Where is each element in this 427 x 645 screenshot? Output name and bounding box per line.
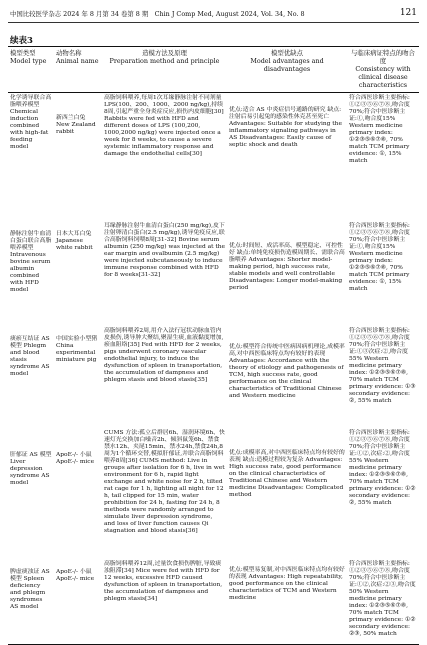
page-number: 121 bbox=[399, 8, 417, 18]
cell-model-type: 肝郁证 AS 模型 Liver depression syndrome AS model bbox=[10, 452, 52, 486]
column-header-method: 造模方法及原理 Preparation method and principle bbox=[102, 47, 227, 93]
cell-animal: ApoE-/- 小鼠 ApoE-/- mice bbox=[54, 559, 102, 645]
cell-model-type: 脾虚痰浊证 AS 模型 Spleen deficiency and phlegm syndromes AS model bbox=[8, 559, 54, 645]
cell-consistency: 符合西医诊断主要指标: ①②③⑤⑥⑦⑧,吻合度70%;符合中医诊断主证:①②,次症:②③,吻合度50% Western medicine primary index: ①②③⑤⑥⑦⑧, 70% match TCM primary evidence: ①② secondary evidence: ②③, 50% match bbox=[347, 559, 419, 645]
table-continuation-label: 续表3 bbox=[10, 36, 33, 46]
table-row bbox=[8, 559, 419, 645]
table-row bbox=[8, 326, 419, 428]
header-rule bbox=[8, 22, 419, 23]
column-header-consistency: 与临床病证特点的吻合度 Consistency with clinical disease characteristics bbox=[347, 47, 419, 93]
cell-animal: ApoE-/- 小鼠 ApoE-/- mice bbox=[56, 452, 95, 465]
cell-animal: 中国实验小型猪 China experimental miniature pig bbox=[56, 336, 98, 363]
cell-animal: 新西兰白兔 New Zealand rabbit bbox=[56, 115, 96, 135]
cell-pros-cons: 优点:时间短、成活率高、模型稳定、可控性好 缺点:单纯免疫损伤造模周期长、需联合高脂喂养 Advantages: Shorter model-making period, high success rate, stable models and well controllable Disadvantages: Longer model-making period bbox=[229, 243, 345, 291]
cell-pros-cons: 优点:成模率高,对中西医临床特点均有较好的表现 缺点:造模过程较为复杂 Advantages: High success rate, good performance on the clinical characteristics of Traditional Chinese and Western medicine Disadvantages: Complicated method bbox=[229, 450, 345, 498]
cell-pros-cons: 优点:适合 AS 中炎症信号通路的研究 缺点:注射后易引起兔的感染性休克甚至死亡 Advantages: Suitable for studying the inflammatory signaling pathways in AS Disadvantages: Easily cause of septic shock and death bbox=[229, 107, 342, 148]
cell-consistency: 符合西医诊断主要指标: ①②③⑤⑥⑦⑧,吻合度70%;符合中医诊断主证:①,吻合度15% Western medicine primary index: ①②③⑤⑥⑦⑧, 70% match TCM primary evidence: ①, 15% match bbox=[349, 223, 410, 292]
table-row bbox=[8, 93, 419, 222]
cell-method: 高脂饲料喂养,每周1次耳缘静脉注射不同剂量 LPS(100、200、1000、2000 ng/kg),持续8周,引起严重全身炎症反应,损伤内皮细胞[30] Rabbits were fed with HFD and different doses of LPS (100,200, 1000,2000 ng/kg) were injected once a week for 8 weeks, to cause a severe systemic inflammatory response and damage the endothelial cells[30] bbox=[104, 95, 224, 157]
cell-model-type: 痰瘀互结证 AS 模型 Phlegm and blood stasis syndrome AS model bbox=[10, 336, 50, 377]
cell-pros-cons: 优点:模型符合传统中医病因病机理论,成模率高,对中西医临床特点均有较好的表现 Advantages: Accordance with the theory of etiology and pathogenesis of TCM, high success rate, good performance on the clinical characteristics of Traditional Chinese and Western medicine bbox=[229, 344, 345, 399]
cell-model-type: 静脉注射牛血清白蛋白联合高脂喂养模型 Intravenous bovine serum albumin combined with HFD model bbox=[10, 231, 52, 293]
running-header bbox=[10, 8, 417, 20]
model-comparison-table bbox=[8, 46, 419, 645]
cell-method: CUMS 方法:孤立后群居6h、湿润环境6h、快速灯光交换加白噪音2h、倾斜鼠笼6h、禁食禁水12h、夹尾15min、禁水24h,禁食24h,8周为1个循环交替,模拟肝郁证,并联合高脂饲料喂养8周[36] CUMS method: Live in groups after isolation for 6 h, live in wet environment for 6 h, rapid light exchange and white noise for 2 h, tilted rat cage for 1 h, lighting all night for 12 h, tail clipped for 15 min, water prohibition for 24 h, fasting for 24 h, 8 methods were randomly arranged to simulate liver depression syndrome, and loss of liver function causes Qi stagnation and blood stasis[36] bbox=[104, 430, 225, 534]
column-header-model-type: 模型类型 Model type bbox=[8, 47, 54, 93]
table-row bbox=[8, 428, 419, 559]
table-header-row bbox=[8, 47, 419, 93]
cell-consistency: 符合西医诊断主要指标: ①②③⑤⑥⑦⑧,吻合度70%;符合中医诊断主证:①③次症:②,吻合度55% Western medicine primary index: ①②③⑤⑥⑦⑧, 70% match TCM primary evidence: ①③ secondary evidence: ②, 55% match bbox=[349, 328, 416, 404]
cell-pros-cons: 优点:模型易复制,对中西医临床特点均有较好的表现 Advantages: High repeatability, good performance on the clinical characteristics of TCM and Western medicine bbox=[227, 559, 347, 645]
cell-method: 高脂饲料喂养12周,过量饮食损伤脾脏,导致痰浊阻滞[34] Mice were fed with HFD for 12 weeks, excessive HFD caused dysfunction of spleen in transportation, the accumulation of dampness and phlegm stasis[34] bbox=[102, 559, 227, 645]
cell-consistency: 符合西医诊断主要指标: ①②③⑤⑥⑦⑧,吻合度70%;符合中医诊断主证:①②,次症:②,吻合度55% Western medicine primary index: ①②③⑤⑥⑦⑧, 70% match TCM primary evidence: ①② secondary evidence: ②, 55% match bbox=[349, 430, 416, 506]
table-row bbox=[8, 221, 419, 326]
journal-citation: 中国比较医学杂志 2024 年 8 月第 34 卷第 8 期 Chin J Comp Med, August 2024, Vol. 34, No. 8 bbox=[10, 10, 305, 18]
column-header-pros-cons: 模型优缺点 Model advantages and disadvantages bbox=[227, 47, 347, 93]
cell-method: 高脂饲料喂养2周,用介入法行冠状动脉血管内皮损伤,诱导肿大聚结,聚湿生痰,血液黏度增加,瘀血阻络[35] Fed with HFD for 2 weeks, pigs underwent coronary vascular endothelial injury, to induce the dysfunction of spleen in transportation, the accumulation of dampness and phlegm stasis and blood stasis[35] bbox=[104, 328, 224, 383]
cell-model-type: 化学诱导联合高脂喂养模型 Chemical induction combined with high-fat feeding model bbox=[10, 95, 52, 150]
cell-consistency: 符合西医诊断主要指标: ①②③⑤⑥⑦⑧,吻合度70%;符合中医诊断主证:①,吻合度15% Western medicine primary index: ①②③⑤⑥⑦⑧, 70% match TCM primary evidence: ①, 15% match bbox=[349, 95, 410, 164]
cell-animal: 日本大耳白兔 Japanese white rabbit bbox=[56, 231, 93, 251]
cell-method: 耳缘静脉注射牛血清白蛋白(250 mg/kg),皮下注射卵清白蛋白(2.5 mg/kg),诱导免疫反应,联合高脂饲料饲喂8周[31-32] Bovine serum albumin (250 mg/kg) was injected at the ear margin and ovalbumin (2.5 mg/kg) were injected subcutaneously to induce immune response combined with HFD for 8 weeks[31-32] bbox=[104, 223, 225, 278]
column-header-animal-name: 动物名称 Animal name bbox=[54, 47, 102, 93]
